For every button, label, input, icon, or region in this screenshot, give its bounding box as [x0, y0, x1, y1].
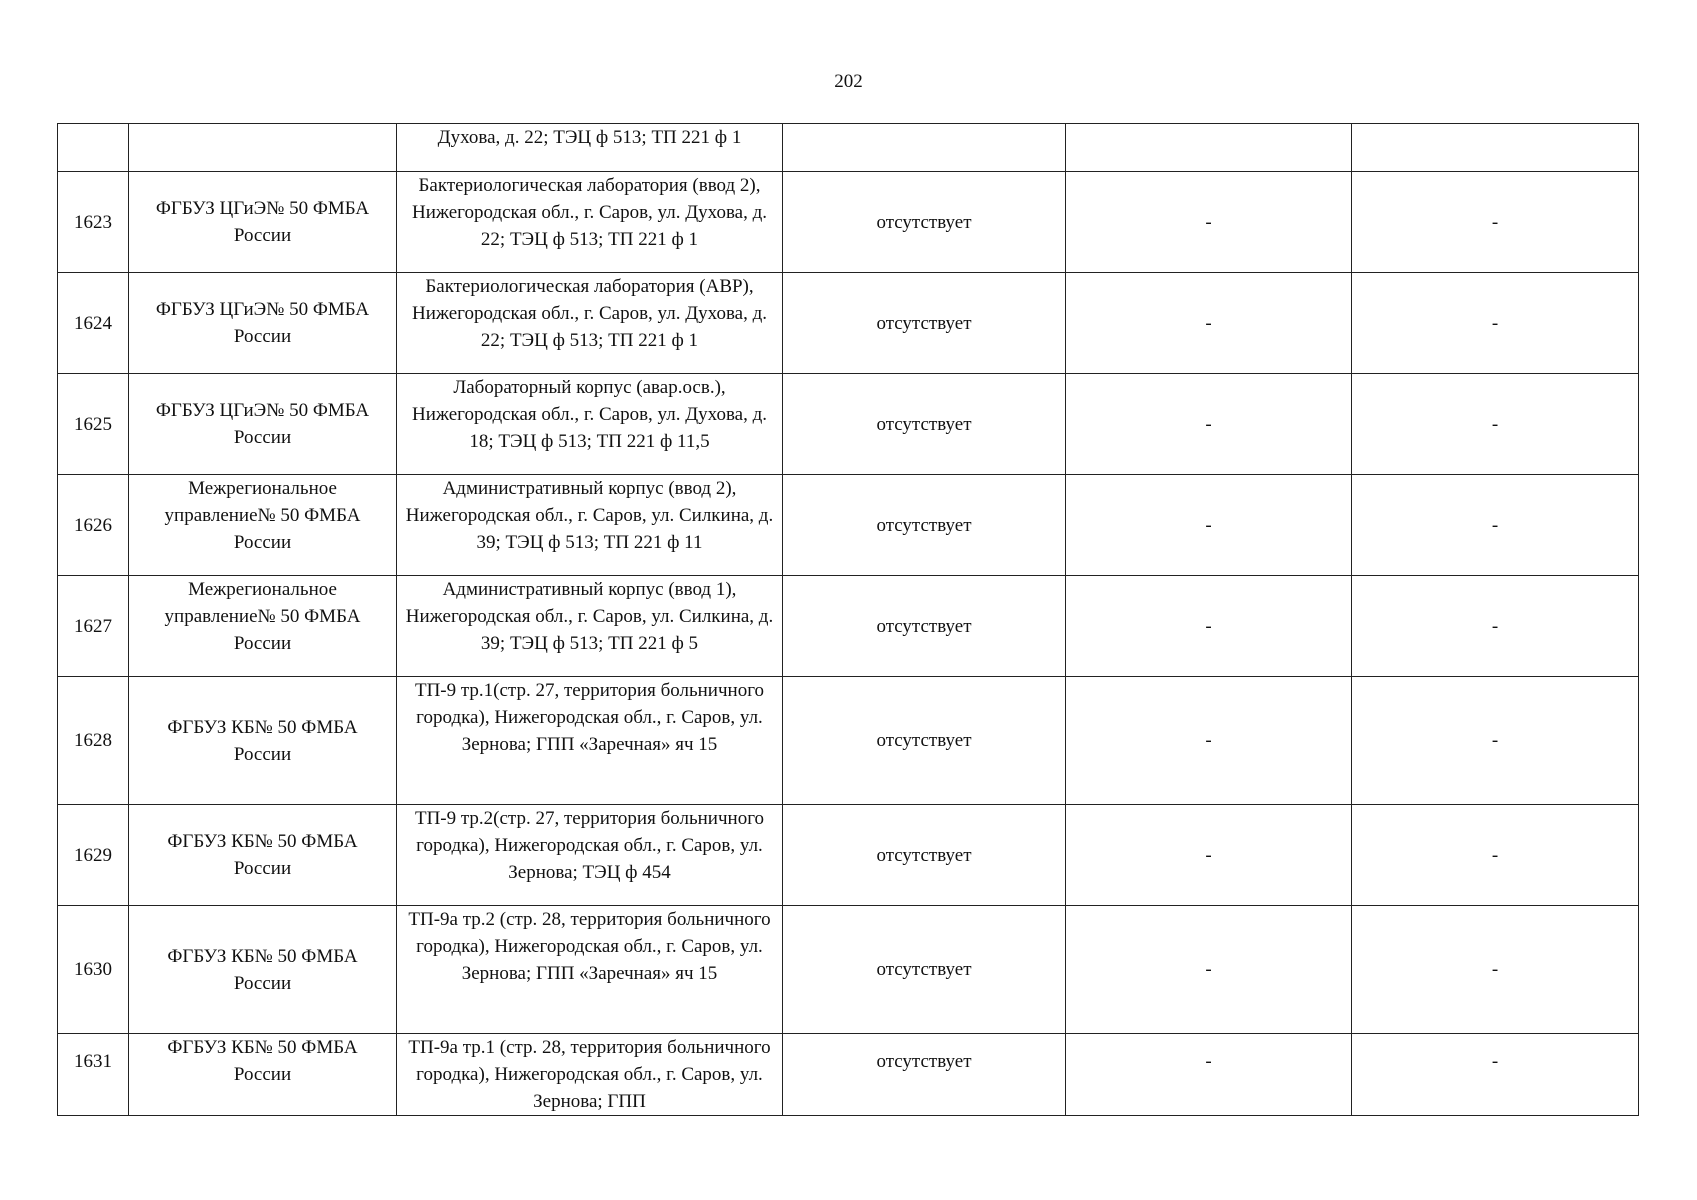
table-row	[58, 1034, 1639, 1116]
table-row	[58, 172, 1639, 273]
cell-address: ТП-9 тр.1(стр. 27, территория больничного городка), Нижегородская обл., г. Саров, ул. Зернова; ГПП «Заречная» яч 15	[397, 677, 783, 805]
cell-num: 1626	[58, 475, 129, 576]
cell-col5: -	[1066, 906, 1352, 1034]
cell-org: ФГБУЗ КБ№ 50 ФМБА России	[129, 805, 397, 906]
cell-status: отсутствует	[783, 805, 1066, 906]
cell-col5: -	[1066, 374, 1352, 475]
cell-col5: -	[1066, 576, 1352, 677]
page-number: 202	[834, 71, 863, 92]
cell-col5: -	[1066, 475, 1352, 576]
cell-address: Административный корпус (ввод 1), Нижегородская обл., г. Саров, ул. Силкина, д. 39; ТЭЦ ф 513; ТП 221 ф 5	[397, 576, 783, 677]
table-row	[58, 475, 1639, 576]
cell-num: 1628	[58, 677, 129, 805]
cell-col5	[1066, 124, 1352, 172]
cell-status	[783, 124, 1066, 172]
cell-address: Бактериологическая лаборатория (АВР), Нижегородская обл., г. Саров, ул. Духова, д. 22; ТЭЦ ф 513; ТП 221 ф 1	[397, 273, 783, 374]
cell-col5: -	[1066, 172, 1352, 273]
cell-num: 1629	[58, 805, 129, 906]
cell-col6: -	[1352, 805, 1639, 906]
cell-col6: -	[1352, 374, 1639, 475]
cell-address: ТП-9а тр.2 (стр. 28, территория больничного городка), Нижегородская обл., г. Саров, ул. Зернова; ГПП «Заречная» яч 15	[397, 906, 783, 1034]
cell-status: отсутствует	[783, 374, 1066, 475]
cell-col6: -	[1352, 475, 1639, 576]
cell-status: отсутствует	[783, 475, 1066, 576]
cell-address: Административный корпус (ввод 2), Нижегородская обл., г. Саров, ул. Силкина, д. 39; ТЭЦ ф 513; ТП 221 ф 11	[397, 475, 783, 576]
cell-col6: -	[1352, 172, 1639, 273]
cell-org: ФГБУЗ КБ№ 50 ФМБА России	[129, 906, 397, 1034]
cell-col6: -	[1352, 906, 1639, 1034]
cell-status: отсутствует	[783, 273, 1066, 374]
table-row	[58, 677, 1639, 805]
cell-num: 1630	[58, 906, 129, 1034]
cell-org: Межрегиональное управление№ 50 ФМБА России	[129, 475, 397, 576]
cell-num: 1624	[58, 273, 129, 374]
cell-status: отсутствует	[783, 677, 1066, 805]
cell-col6: -	[1352, 273, 1639, 374]
cell-col6	[1352, 124, 1639, 172]
cell-col6: -	[1352, 677, 1639, 805]
cell-address: Бактериологическая лаборатория (ввод 2), Нижегородская обл., г. Саров, ул. Духова, д. 22; ТЭЦ ф 513; ТП 221 ф 1	[397, 172, 783, 273]
objects-table	[57, 123, 1639, 1116]
cell-col5: -	[1066, 1034, 1352, 1116]
cell-org: ФГБУЗ КБ№ 50 ФМБА России	[129, 677, 397, 805]
cell-col6: -	[1352, 1034, 1639, 1116]
cell-address: ТП-9а тр.1 (стр. 28, территория больничного городка), Нижегородская обл., г. Саров, ул. Зернова; ГПП	[397, 1034, 783, 1116]
cell-col5: -	[1066, 805, 1352, 906]
cell-org: Межрегиональное управление№ 50 ФМБА России	[129, 576, 397, 677]
cell-org: ФГБУЗ КБ№ 50 ФМБА России	[129, 1034, 397, 1116]
table-row	[58, 805, 1639, 906]
cell-status: отсутствует	[783, 906, 1066, 1034]
cell-org: ФГБУЗ ЦГиЭ№ 50 ФМБА России	[129, 374, 397, 475]
cell-org	[129, 124, 397, 172]
cell-num: 1631	[58, 1034, 129, 1116]
cell-address: ТП-9 тр.2(стр. 27, территория больничного городка), Нижегородская обл., г. Саров, ул. Зернова; ТЭЦ ф 454	[397, 805, 783, 906]
cell-org: ФГБУЗ ЦГиЭ№ 50 ФМБА России	[129, 273, 397, 374]
cell-num: 1625	[58, 374, 129, 475]
table-row	[58, 273, 1639, 374]
cell-address: Лабораторный корпус (авар.осв.), Нижегородская обл., г. Саров, ул. Духова, д. 18; ТЭЦ ф 513; ТП 221 ф 11,5	[397, 374, 783, 475]
cell-col6: -	[1352, 576, 1639, 677]
cell-num: 1623	[58, 172, 129, 273]
cell-status: отсутствует	[783, 576, 1066, 677]
table-row	[58, 906, 1639, 1034]
table-row	[58, 576, 1639, 677]
cell-status: отсутствует	[783, 172, 1066, 273]
cell-num: 1627	[58, 576, 129, 677]
cell-col5: -	[1066, 273, 1352, 374]
cell-status: отсутствует	[783, 1034, 1066, 1116]
cell-org: ФГБУЗ ЦГиЭ№ 50 ФМБА России	[129, 172, 397, 273]
table-row	[58, 374, 1639, 475]
cell-num	[58, 124, 129, 172]
cell-col5: -	[1066, 677, 1352, 805]
table-row-continuation	[58, 124, 1639, 172]
cell-address: Духова, д. 22; ТЭЦ ф 513; ТП 221 ф 1	[397, 124, 783, 172]
